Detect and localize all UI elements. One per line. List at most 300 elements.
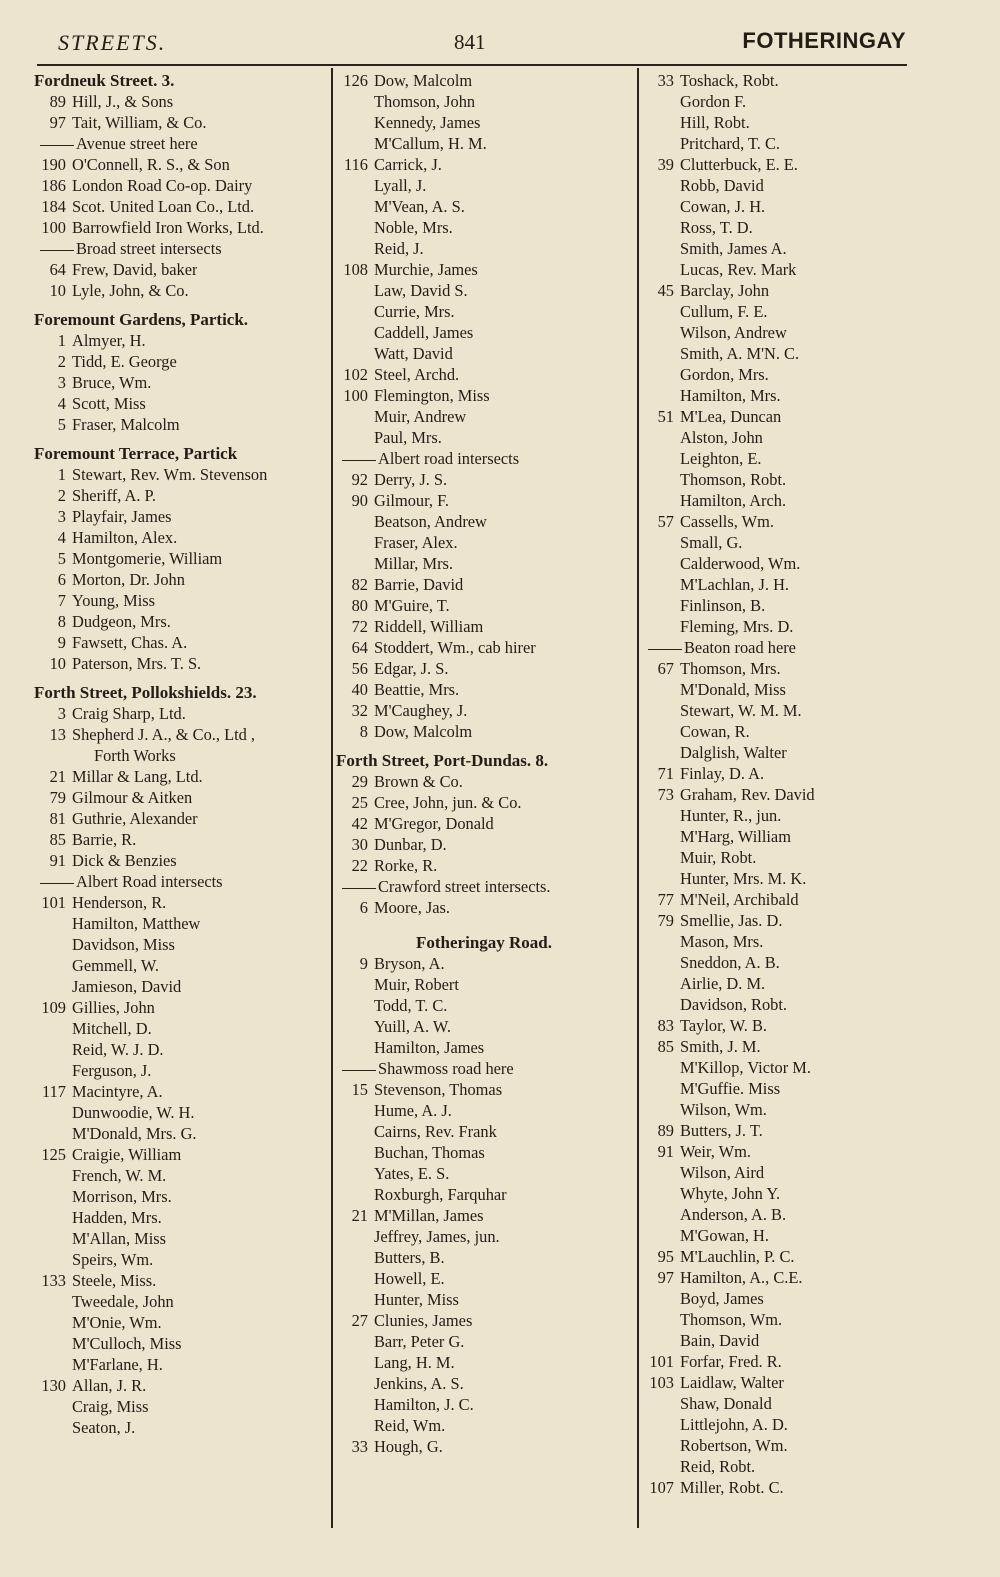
house-number: [34, 1039, 66, 1060]
house-number: 21: [351, 1206, 368, 1225]
resident-name: Frew, David, baker: [72, 260, 198, 279]
house-number: [336, 238, 368, 259]
house-number: [34, 1207, 66, 1228]
directory-entry: [336, 1394, 632, 1415]
resident-name: Gordon F.: [680, 92, 747, 111]
resident-name: Fleming, Mrs. D.: [680, 617, 794, 636]
directory-entry: [34, 892, 326, 913]
resident-name: Tait, William, & Co.: [72, 113, 207, 132]
house-number: [336, 1289, 368, 1310]
directory-entry: [642, 1288, 912, 1309]
resident-name: Stewart, Rev. Wm. Stevenson: [72, 465, 268, 484]
resident-name: Clutterbuck, E. E.: [680, 155, 798, 174]
house-number: [642, 133, 674, 154]
dash-rule: [342, 460, 376, 461]
resident-name: M'Donald, Miss: [680, 680, 786, 699]
directory-entry: [642, 1162, 912, 1183]
dash-rule: [40, 145, 74, 146]
resident-name: Whyte, John Y.: [680, 1184, 781, 1203]
intersection-text: Crawford street intersects.: [378, 877, 551, 896]
house-number: [336, 133, 368, 154]
running-head-left: STREETS.: [58, 30, 167, 55]
resident-name: Shepherd J. A., & Co., Ltd ,: [72, 725, 256, 744]
house-number: [642, 574, 674, 595]
house-number: [642, 616, 674, 637]
house-number: [642, 700, 674, 721]
resident-name: Fraser, Malcolm: [72, 415, 180, 434]
house-number: [642, 175, 674, 196]
directory-entry: [336, 1226, 632, 1247]
house-number: 108: [343, 260, 368, 279]
resident-name: M'Neil, Archibald: [680, 890, 799, 909]
directory-entry: [642, 1204, 912, 1225]
resident-name: Pritchard, T. C.: [680, 134, 780, 153]
resident-name: Fraser, Alex.: [374, 533, 458, 552]
house-number: 29: [351, 772, 368, 791]
house-number: [34, 955, 66, 976]
directory-entry: [34, 1291, 326, 1312]
directory-entry: [34, 829, 326, 850]
directory-entry: [642, 847, 912, 868]
directory-entry: [642, 259, 912, 280]
resident-name: Smith, James A.: [680, 239, 787, 258]
directory-entry: [642, 511, 912, 532]
running-head-right: FOTHERINGAY: [742, 28, 906, 53]
resident-name: Allan, J. R.: [72, 1376, 147, 1395]
house-number: [642, 973, 674, 994]
resident-name: Yates, E. S.: [374, 1164, 450, 1183]
resident-name: Macintyre, A.: [72, 1082, 163, 1101]
house-number: 27: [351, 1311, 368, 1330]
resident-name: Wilson, Aird: [680, 1163, 765, 1182]
directory-entry: [336, 1121, 632, 1142]
house-number: 133: [41, 1271, 66, 1290]
directory-entry: [336, 175, 632, 196]
resident-name: M'Gregor, Donald: [374, 814, 494, 833]
resident-name: Law, David S.: [374, 281, 468, 300]
directory-entry: [336, 1289, 632, 1310]
dash-rule: [342, 1070, 376, 1071]
house-number: [34, 1396, 66, 1417]
house-number: [642, 1078, 674, 1099]
directory-entry: [34, 632, 326, 653]
house-number: 21: [49, 767, 66, 786]
directory-entry: [34, 703, 326, 724]
house-number: [34, 976, 66, 997]
house-number: 25: [351, 793, 368, 812]
directory-entry: [336, 112, 632, 133]
resident-name: Barrowfield Iron Works, Ltd.: [72, 218, 264, 237]
directory-entry: [642, 196, 912, 217]
resident-name: Miller, Robt. C.: [680, 1478, 784, 1497]
directory-entry: [642, 742, 912, 763]
directory-entry: [34, 217, 326, 238]
resident-name: Carrick, J.: [374, 155, 442, 174]
house-number: 2: [57, 486, 66, 505]
house-number: 81: [49, 809, 66, 828]
directory-entry: [336, 1247, 632, 1268]
resident-name: Wilson, Wm.: [680, 1100, 767, 1119]
resident-name: Smith, A. M'N. C.: [680, 344, 800, 363]
directory-entry: [336, 133, 632, 154]
house-number: [336, 322, 368, 343]
dash-rule: [342, 888, 376, 889]
directory-entry: [642, 1330, 912, 1351]
resident-name: Paterson, Mrs. T. S.: [72, 654, 202, 673]
house-number: [642, 469, 674, 490]
directory-entry: [336, 595, 632, 616]
house-number: 97: [49, 113, 66, 132]
intersection-text: Albert road intersects: [378, 449, 520, 468]
directory-entry: [642, 784, 912, 805]
house-number: [336, 175, 368, 196]
directory-entry: [34, 1144, 326, 1165]
house-number: [642, 553, 674, 574]
house-number: [336, 301, 368, 322]
directory-entry: [336, 1100, 632, 1121]
directory-entry: [642, 805, 912, 826]
directory-entry: [336, 217, 632, 238]
resident-name: Stoddert, Wm., cab hirer: [374, 638, 536, 657]
directory-entry: [336, 953, 632, 974]
resident-name: Millar & Lang, Ltd.: [72, 767, 203, 786]
directory-entry: [642, 679, 912, 700]
resident-name: Riddell, William: [374, 617, 484, 636]
resident-name: Morrison, Mrs.: [72, 1187, 172, 1206]
resident-name: Young, Miss: [72, 591, 156, 610]
house-number: 1: [57, 331, 66, 350]
house-number: [642, 721, 674, 742]
directory-entry: [336, 343, 632, 364]
directory-entry: [34, 1333, 326, 1354]
directory-entry: [336, 553, 632, 574]
house-number: 190: [41, 155, 66, 174]
house-number: 73: [657, 785, 674, 804]
house-number: [336, 280, 368, 301]
resident-name: Dalglish, Walter: [680, 743, 787, 762]
resident-name: M'Guire, T.: [374, 596, 450, 615]
house-number: [336, 1331, 368, 1352]
house-number: [34, 1354, 66, 1375]
resident-name: Hamilton, Mrs.: [680, 386, 781, 405]
directory-entry: [642, 280, 912, 301]
house-number: 42: [351, 814, 368, 833]
resident-name: Hamilton, Matthew: [72, 914, 201, 933]
house-number: [336, 217, 368, 238]
house-number: 117: [42, 1082, 66, 1101]
house-number: [336, 1226, 368, 1247]
directory-entry: [34, 414, 326, 435]
house-number: [336, 1352, 368, 1373]
directory-entry: [642, 931, 912, 952]
resident-name: Roxburgh, Farquhar: [374, 1185, 507, 1204]
house-number: 184: [41, 197, 66, 216]
resident-name: Lucas, Rev. Mark: [680, 260, 797, 279]
directory-entry: [336, 834, 632, 855]
directory-entry: [336, 406, 632, 427]
house-number: 101: [649, 1352, 674, 1371]
resident-name: Thomson, Mrs.: [680, 659, 781, 678]
directory-entry: [34, 653, 326, 674]
resident-name: M'Gowan, H.: [680, 1226, 769, 1245]
directory-entry: [336, 721, 632, 742]
directory-entry: [336, 322, 632, 343]
house-number: [34, 1333, 66, 1354]
resident-name: Hamilton, J. C.: [374, 1395, 474, 1414]
house-number: [642, 1435, 674, 1456]
house-number: [642, 385, 674, 406]
directory-entry: [642, 1141, 912, 1162]
house-number: 92: [351, 470, 368, 489]
directory-column-2: [336, 70, 632, 1457]
house-number: [34, 1417, 66, 1438]
directory-entry: [642, 133, 912, 154]
resident-name: Guthrie, Alexander: [72, 809, 198, 828]
directory-entry: [336, 1352, 632, 1373]
directory-entry: [642, 700, 912, 721]
house-number: 103: [649, 1373, 674, 1392]
intersection-note: [34, 133, 326, 154]
resident-name: Craigie, William: [72, 1145, 182, 1164]
dash-rule: [648, 649, 682, 650]
resident-name: Currie, Mrs.: [374, 302, 455, 321]
directory-entry: [34, 1270, 326, 1291]
resident-name: Brown & Co.: [374, 772, 463, 791]
directory-entry: [642, 301, 912, 322]
directory-entry: [34, 787, 326, 808]
resident-name: O'Connell, R. S., & Son: [72, 155, 230, 174]
house-number: 7: [57, 591, 66, 610]
directory-entry: [34, 1060, 326, 1081]
resident-name: Small, G.: [680, 533, 743, 552]
resident-name: Hough, G.: [374, 1437, 443, 1456]
house-number: [336, 1373, 368, 1394]
resident-name: Steele, Miss.: [72, 1271, 157, 1290]
resident-name: Watt, David: [374, 344, 453, 363]
column-divider: [637, 68, 639, 1528]
resident-name: Wilson, Andrew: [680, 323, 787, 342]
directory-entry: [34, 1186, 326, 1207]
house-number: [336, 1142, 368, 1163]
resident-name: Taylor, W. B.: [680, 1016, 767, 1035]
house-number: 6: [359, 898, 368, 917]
directory-entry: [34, 351, 326, 372]
directory-entry: [642, 112, 912, 133]
resident-name: Dow, Malcolm: [374, 722, 473, 741]
resident-name: Thomson, Wm.: [680, 1310, 783, 1329]
directory-entry: [34, 112, 326, 133]
house-number: [642, 1099, 674, 1120]
house-number: 9: [57, 633, 66, 652]
resident-name: Scot. United Loan Co., Ltd.: [72, 197, 255, 216]
resident-name: Shaw, Donald: [680, 1394, 772, 1413]
resident-name: Flemington, Miss: [374, 386, 490, 405]
resident-name: Barrie, David: [374, 575, 464, 594]
house-number: 126: [343, 71, 368, 90]
intersection-note: [336, 1058, 632, 1079]
house-number: [642, 91, 674, 112]
directory-entry: [642, 490, 912, 511]
house-number: 90: [351, 491, 368, 510]
directory-entry: [642, 910, 912, 931]
resident-name: Noble, Mrs.: [374, 218, 453, 237]
resident-name: M'Caughey, J.: [374, 701, 468, 720]
directory-entry: [642, 826, 912, 847]
directory-entry: [336, 301, 632, 322]
house-number: [642, 952, 674, 973]
resident-name: M'Farlane, H.: [72, 1355, 163, 1374]
directory-entry: [642, 406, 912, 427]
directory-entry: [642, 1309, 912, 1330]
resident-name: Muir, Robert: [374, 975, 459, 994]
directory-entry: [34, 506, 326, 527]
directory-entry: [336, 1205, 632, 1226]
directory-entry: [34, 393, 326, 414]
directory-entry: [34, 997, 326, 1018]
directory-entry: [642, 1225, 912, 1246]
resident-name: Speirs, Wm.: [72, 1250, 154, 1269]
resident-name: Gilmour, F.: [374, 491, 449, 510]
resident-name: Hadden, Mrs.: [72, 1208, 162, 1227]
resident-name: Clunies, James: [374, 1311, 473, 1330]
resident-name: Lang, H. M.: [374, 1353, 455, 1372]
house-number: [336, 1163, 368, 1184]
intersection-text: Broad street intersects: [76, 239, 222, 258]
resident-name: M'Callum, H. M.: [374, 134, 487, 153]
house-number: [642, 1414, 674, 1435]
directory-entry: [642, 1456, 912, 1477]
directory-entry: [336, 1163, 632, 1184]
resident-name: Cassells, Wm.: [680, 512, 774, 531]
house-number: 33: [657, 71, 674, 90]
house-number: 130: [41, 1376, 66, 1395]
house-number: [642, 1393, 674, 1414]
resident-name: Muir, Andrew: [374, 407, 467, 426]
resident-name: Seaton, J.: [72, 1418, 136, 1437]
directory-entry: [336, 364, 632, 385]
directory-entry: [642, 70, 912, 91]
resident-name: Buchan, Thomas: [374, 1143, 485, 1162]
directory-entry: [34, 1018, 326, 1039]
directory-entry: [642, 1267, 912, 1288]
house-number: 125: [41, 1145, 66, 1164]
directory-entry: [336, 511, 632, 532]
directory-entry: [336, 813, 632, 834]
directory-entry: [642, 469, 912, 490]
directory-entry: [34, 259, 326, 280]
house-number: [642, 217, 674, 238]
directory-column-3: [642, 70, 912, 1498]
resident-name: Sheriff, A. P.: [72, 486, 156, 505]
directory-entry: [336, 490, 632, 511]
directory-entry: [642, 217, 912, 238]
house-number: [642, 1183, 674, 1204]
house-number: 79: [49, 788, 66, 807]
resident-name: Davidson, Miss: [72, 935, 175, 954]
resident-name: Anderson, A. B.: [680, 1205, 787, 1224]
directory-entry: [642, 553, 912, 574]
house-number: [34, 1186, 66, 1207]
street-heading: Forth Street, Pollokshields. 23.: [34, 683, 257, 702]
directory-entry: [34, 569, 326, 590]
directory-entry: [34, 1417, 326, 1438]
resident-name: Robertson, Wm.: [680, 1436, 788, 1455]
directory-entry: [34, 1039, 326, 1060]
street-heading: Forth Street, Port-Dundas. 8.: [336, 751, 549, 770]
resident-name: M'Culloch, Miss: [72, 1334, 182, 1353]
house-number: [34, 1312, 66, 1333]
directory-entry: [336, 792, 632, 813]
house-number: 40: [351, 680, 368, 699]
directory-entry: [34, 850, 326, 871]
house-number: 3: [57, 704, 66, 723]
resident-name: Jenkins, A. S.: [374, 1374, 464, 1393]
resident-name: Reid, Robt.: [680, 1457, 756, 1476]
house-number: 8: [359, 722, 368, 741]
intersection-text: Shawmoss road here: [378, 1059, 514, 1078]
column-divider: [331, 68, 333, 1528]
house-number: [336, 1016, 368, 1037]
directory-entry: [34, 330, 326, 351]
house-number: 79: [657, 911, 674, 930]
directory-entry: [336, 616, 632, 637]
directory-entry: [642, 1036, 912, 1057]
resident-name: M'Donald, Mrs. G.: [72, 1124, 197, 1143]
house-number: [642, 595, 674, 616]
directory-entry: [34, 1207, 326, 1228]
directory-entry: [34, 1396, 326, 1417]
house-number: 56: [351, 659, 368, 678]
header-rule: [37, 64, 907, 66]
house-number: [336, 532, 368, 553]
house-number: 2: [57, 352, 66, 371]
directory-entry: [336, 1331, 632, 1352]
house-number: [642, 427, 674, 448]
directory-entry: [336, 897, 632, 918]
directory-entry: [336, 771, 632, 792]
house-number: [642, 322, 674, 343]
resident-name: Rorke, R.: [374, 856, 438, 875]
resident-name: Caddell, James: [374, 323, 474, 342]
house-number: [336, 1247, 368, 1268]
resident-name: Ferguson, J.: [72, 1061, 152, 1080]
directory-entry: [642, 1078, 912, 1099]
resident-name: Laidlaw, Walter: [680, 1373, 784, 1392]
intersection-note: [336, 876, 632, 897]
directory-entry: [642, 1393, 912, 1414]
directory-entry: [34, 1102, 326, 1123]
house-number: [642, 805, 674, 826]
resident-name: Todd, T. C.: [374, 996, 448, 1015]
resident-name: Davidson, Robt.: [680, 995, 787, 1014]
directory-entry: [34, 590, 326, 611]
directory-entry: [642, 175, 912, 196]
house-number: 85: [49, 830, 66, 849]
house-number: [642, 301, 674, 322]
directory-entry: [642, 994, 912, 1015]
house-number: 102: [343, 365, 368, 384]
house-number: 83: [657, 1016, 674, 1035]
directory-entry: [34, 527, 326, 548]
resident-name: Hunter, R., jun.: [680, 806, 782, 825]
directory-entry: [336, 280, 632, 301]
resident-name: Gordon, Mrs.: [680, 365, 769, 384]
resident-name: Edgar, J. S.: [374, 659, 449, 678]
house-number: [34, 1228, 66, 1249]
resident-name: M'Guffie. Miss: [680, 1079, 781, 1098]
resident-name: Dow, Malcolm: [374, 71, 473, 90]
intersection-note: [336, 448, 632, 469]
